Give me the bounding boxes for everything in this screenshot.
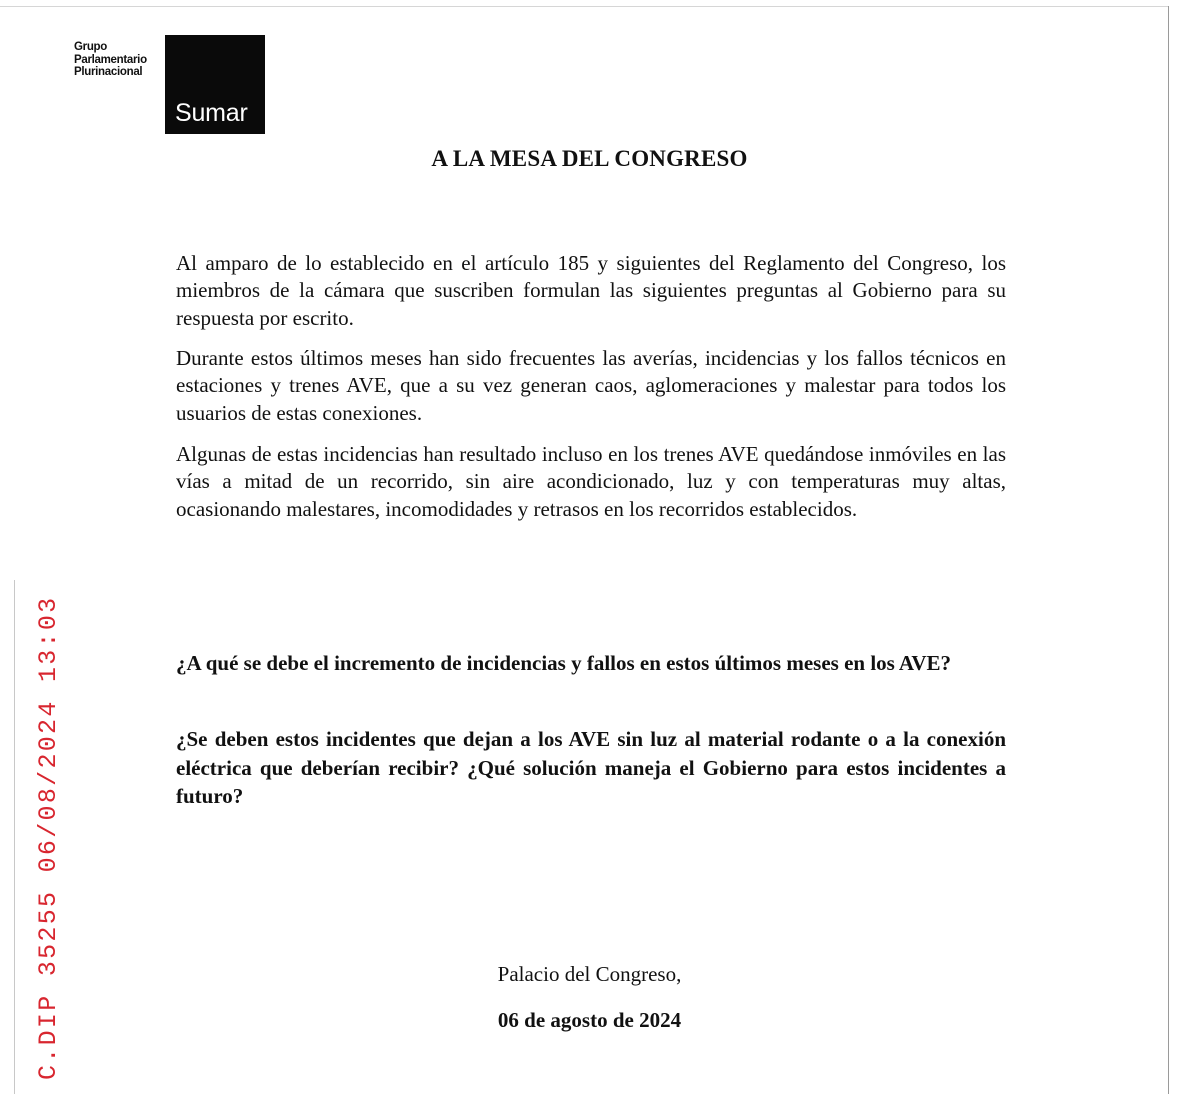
sumar-logo-word: Sumar (175, 99, 248, 127)
closing-date: 06 de agosto de 2024 (497, 1008, 682, 1032)
logo-line-grupo: Grupo (74, 41, 107, 53)
paragraph-context: Durante estos últimos meses han sido frecuentes las averías, incidencias y los fallos técnicos en estaciones y trenes AVE, que a su vez generan caos, aglomeraciones y malestar para todos los usuarios de estas conexiones. (176, 346, 1006, 425)
registry-stamp: C.DIP 35255 06/08/2024 13:03 (34, 595, 63, 1080)
question-1: ¿A qué se debe el incremento de incidencias y fallos en estos últimos meses en los AVE? (176, 651, 952, 675)
paragraph-incidents: Algunas de estas incidencias han resultado incluso en los trenes AVE quedándose inmóviles en las vías a mitad de un recorrido, sin aire acondicionado, luz y con temperaturas muy altas, ocasionando malestares, incomodidades y retrasos en los recorridos establecidos. (176, 442, 1006, 521)
sumar-logo-box (165, 35, 265, 134)
question-2: ¿Se deben estos incidentes que dejan a los AVE sin luz al material rodante o a la conexión eléctrica que deberían recibir? ¿Qué solución maneja el Gobierno para estos incidentes a futuro? (176, 727, 1006, 808)
document-heading: A LA MESA DEL CONGRESO (431, 146, 748, 171)
party-logo-text (74, 41, 147, 79)
closing-place: Palacio del Congreso, (497, 962, 682, 986)
paragraph-intro: Al amparo de lo establecido en el artículo 185 y siguientes del Reglamento del Congreso, los miembros de la cámara que suscriben formulan las siguientes preguntas al Gobierno para su respuesta por escrito. (176, 251, 1006, 330)
page-edge-top (0, 6, 1169, 7)
logo-line-parlamentario: Parlamentario (74, 53, 147, 66)
logo-line-plurinacional: Plurinacional (74, 66, 143, 78)
